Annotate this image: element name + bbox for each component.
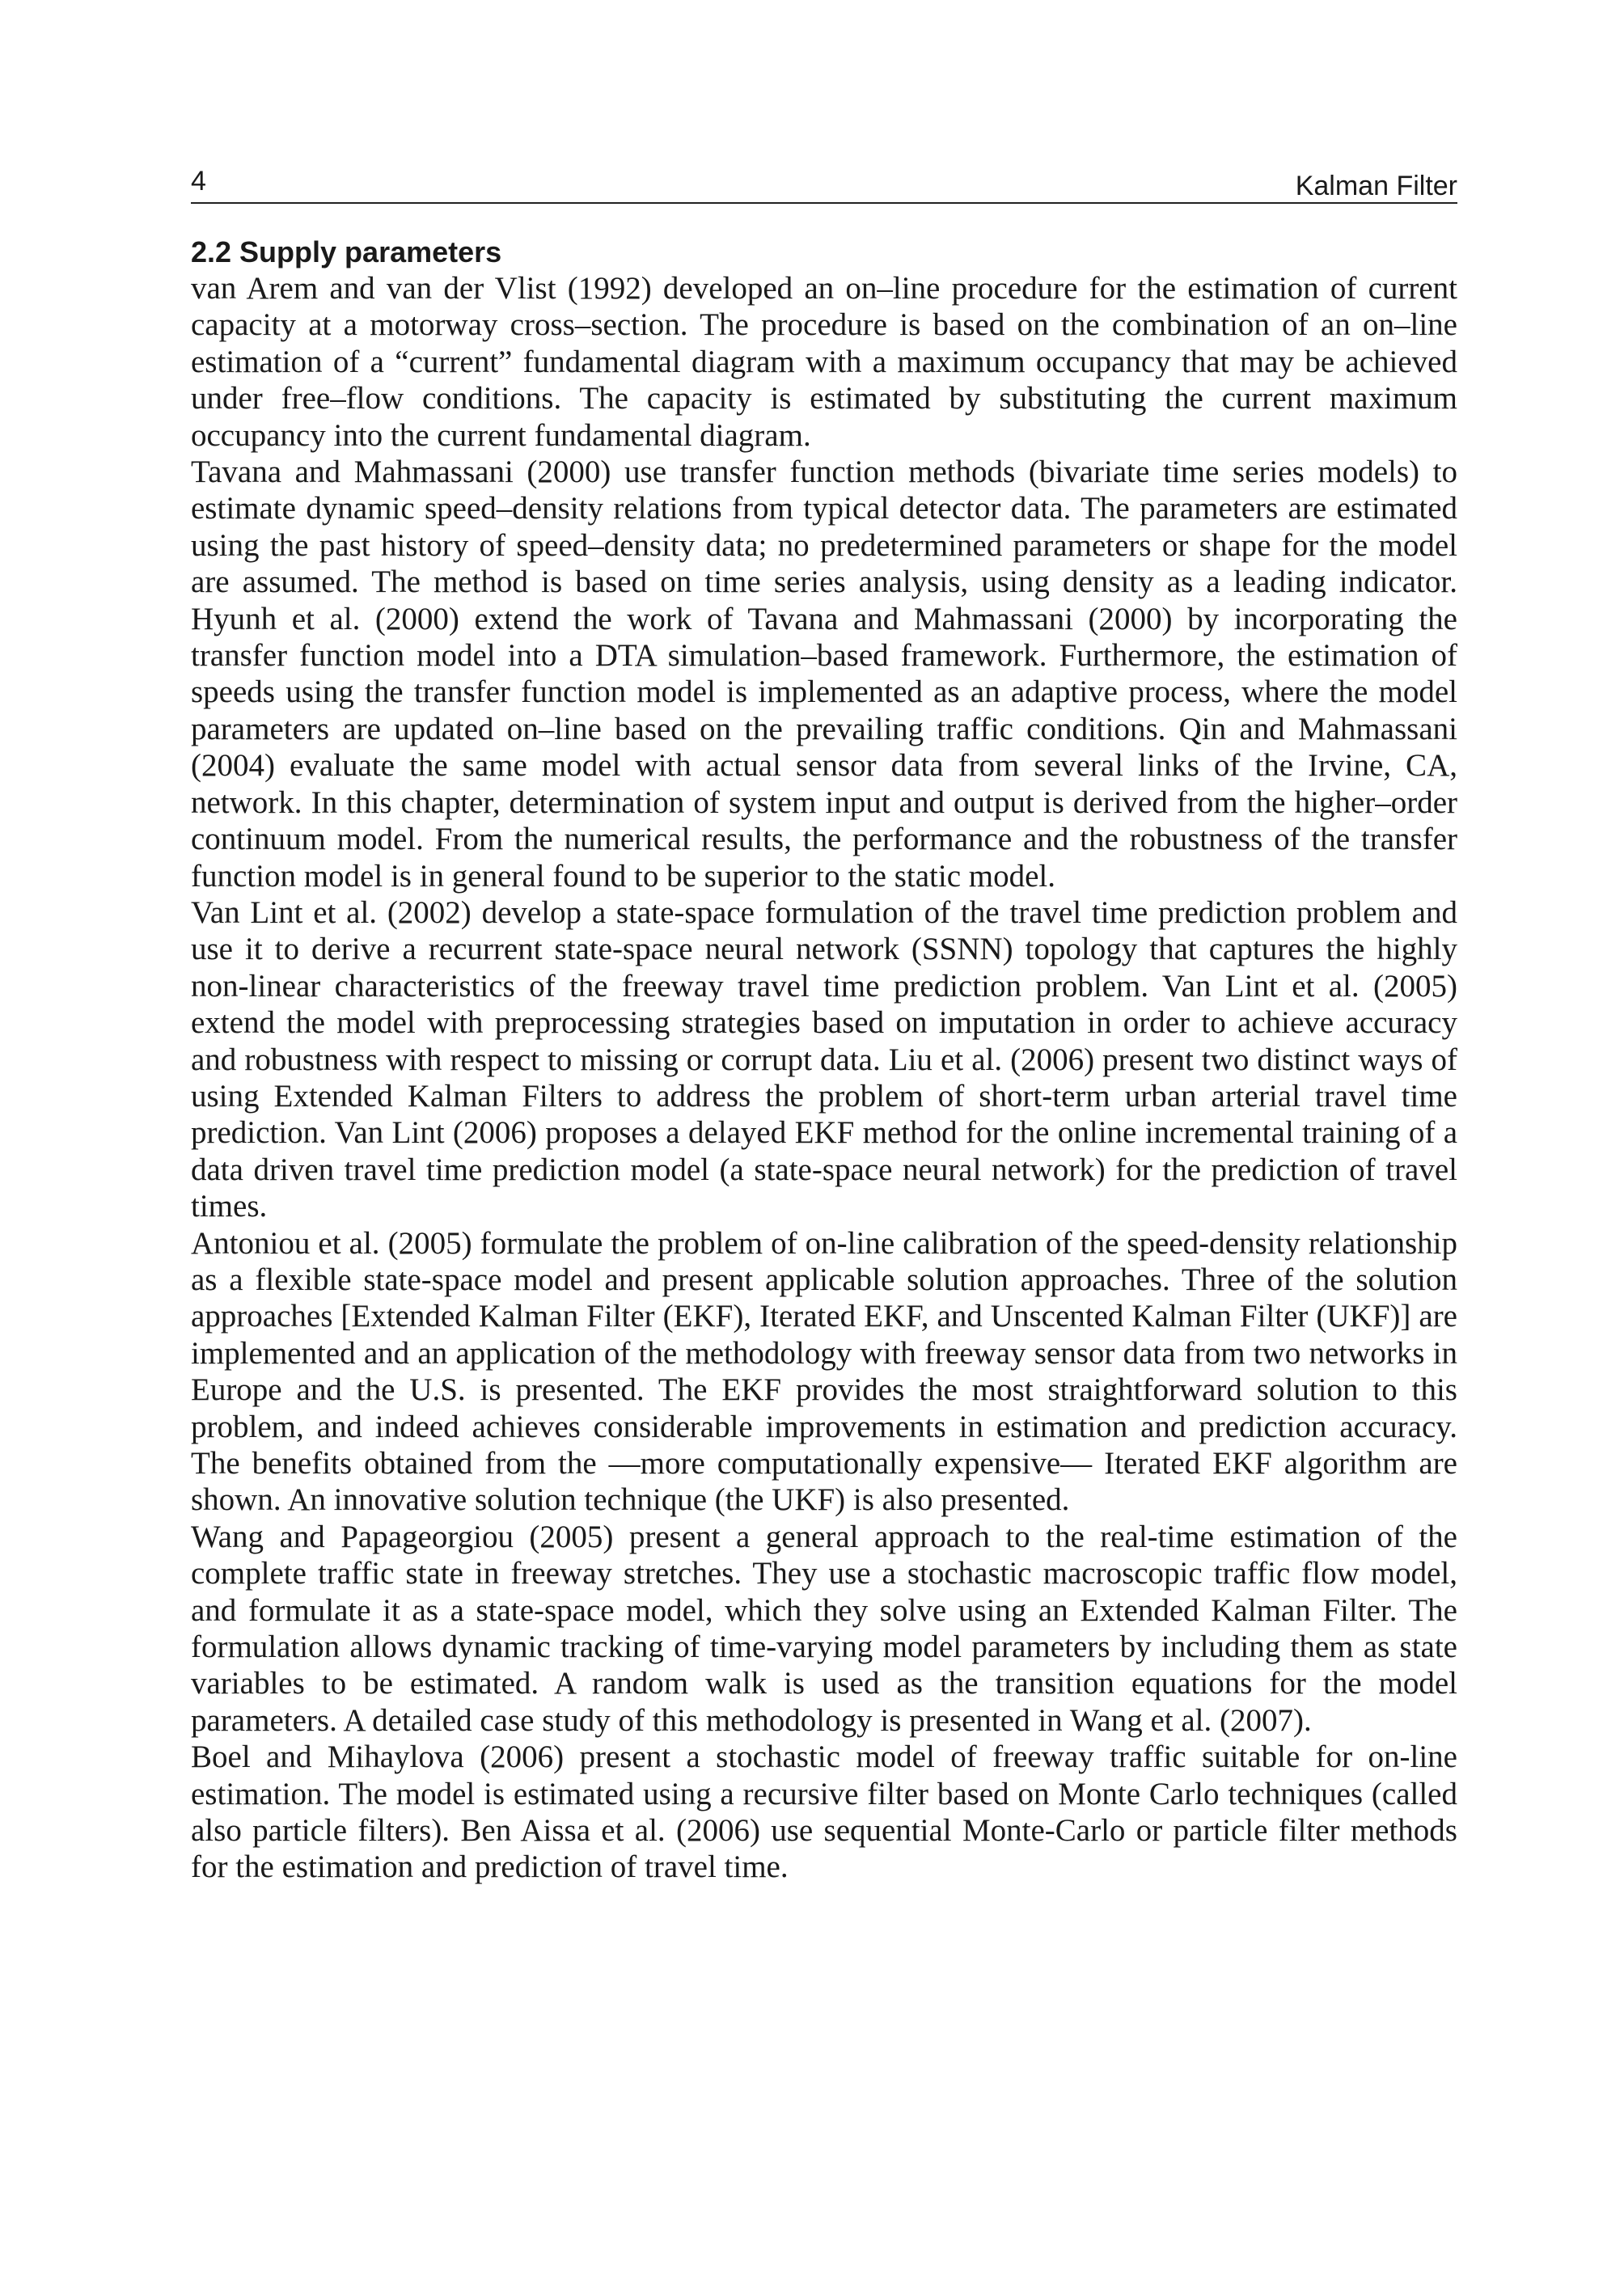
section-body <box>191 235 1457 1886</box>
running-title: Kalman Filter <box>1295 171 1457 201</box>
paragraph-wang: Wang and Papageorgiou (2005) present a general approach to the real-time estimation of the complete traffic state in freeway stretches. They use a stochastic macroscopic traffic flow model, and formulate it as a state-space model, which they solve using an Extended Kalman Filter. The formulation allows dynamic tracking of time-varying model parameters by including them as state variables to be estimated. A random walk is used as the transition equations for the model parameters. A detailed case study of this methodology is presented in Wang et al. (2007). <box>191 1519 1457 1738</box>
paragraph-antoniou: Antoniou et al. (2005) formulate the problem of on-line calibration of the speed-density relationship as a flexible state-space model and present applicable solution approaches. Three of the solution approaches [Extended Kalman Filter (EKF), Iterated EKF, and Unscented Kalman Filter (UKF)] are implemented and an application of the methodology with freeway sensor data from two networks in Europe and the U.S. is presented. The EKF provides the most straightforward solution to this problem, and indeed achieves considerable improvements in estimation and prediction accuracy. The benefits obtained from the —more computationally expensive— Iterated EKF algorithm are shown. An innovative solution technique (the UKF) is also presented. <box>191 1225 1457 1518</box>
paragraph-tavana: Tavana and Mahmassani (2000) use transfer function methods (bivariate time series models) to estimate dynamic speed–density relations from typical detector data. The parameters are estimated using the past history of speed–density data; no predetermined parameters or shape for the model are assumed. The method is based on time series analysis, using density as a leading indicator. Hyunh et al. (2000) extend the work of Tavana and Mahmassani (2000) by incorporating the transfer function model into a DTA simulation–based framework. Furthermore, the estimation of speeds using the transfer function model is implemented as an adaptive process, where the model parameters are updated on–line based on the prevailing traffic conditions. Qin and Mahmassani (2004) evaluate the same model with actual sensor data from several links of the Irvine, CA, network. In this chapter, determination of system input and output is derived from the higher–order continuum model. From the numerical results, the performance and the robustness of the transfer function model is in general found to be superior to the static model. <box>191 454 1457 894</box>
paragraph-van-lint: Van Lint et al. (2002) develop a state-space formulation of the travel time prediction problem and use it to derive a recurrent state-space neural network (SSNN) topology that captures the highly non-linear characteristics of the freeway travel time prediction problem. Van Lint et al. (2005) extend the model with preprocessing strategies based on imputation in order to achieve accuracy and robustness with respect to missing or corrupt data. Liu et al. (2006) present two distinct ways of using Extended Kalman Filters to address the problem of short-term urban arterial travel time prediction. Van Lint (2006) proposes a delayed EKF method for the online incremental training of a data driven travel time prediction model (a state-space neural network) for the prediction of travel times. <box>191 894 1457 1224</box>
page-header <box>191 162 1457 204</box>
paragraph-boel: Boel and Mihaylova (2006) present a stochastic model of freeway traffic suitable for on-line estimation. The model is estimated using a recursive filter based on Monte Carlo techniques (called also particle filters). Ben Aissa et al. (2006) use sequential Monte-Carlo or particle filter methods for the estimation and prediction of travel time. <box>191 1739 1457 1885</box>
page-number: 4 <box>191 166 206 197</box>
section-heading: 2.2 Supply parameters <box>191 235 502 268</box>
paragraph-van-arem: van Arem and van der Vlist (1992) developed an on–line procedure for the estimation of current capacity at a motorway cross–section. The procedure is based on the combination of an on–line estimation of a “current” fundamental diagram with a maximum occupancy that may be achieved under free–flow conditions. The capacity is estimated by substituting the current maximum occupancy into the current fundamental diagram. <box>191 271 1457 453</box>
